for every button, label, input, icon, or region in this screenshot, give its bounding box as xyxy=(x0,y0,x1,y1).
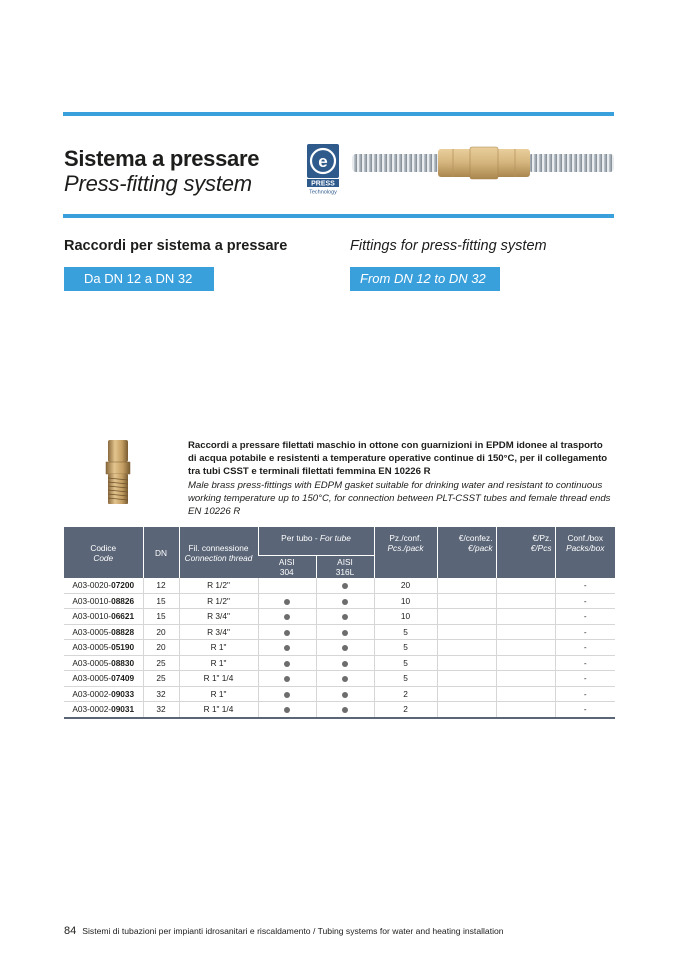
cell-aisi-316l xyxy=(316,702,374,718)
table-row xyxy=(64,593,615,609)
cell-code: A03-0010-08826 xyxy=(64,593,143,609)
header-bottom-rule xyxy=(63,214,614,218)
cell-eur-pack xyxy=(437,702,496,718)
cell-dn: 20 xyxy=(143,640,179,656)
cell-thread: R 3/4" xyxy=(179,609,258,625)
header-eur-pc: €/Pz. €/Pcs xyxy=(496,527,555,578)
cell-aisi-316l xyxy=(316,686,374,702)
header-aisi-316l: AISI 316L xyxy=(316,556,374,579)
logo-sub: Technology xyxy=(309,189,337,195)
availability-dot-icon xyxy=(284,692,290,698)
header-eur-pack: €/confez. €/pack xyxy=(437,527,496,578)
availability-dot-icon xyxy=(284,676,290,682)
hero-fitting-image xyxy=(352,146,614,180)
cell-thread: R 1" 1/4 xyxy=(179,671,258,687)
cell-code: A03-0005-07409 xyxy=(64,671,143,687)
availability-dot-icon xyxy=(284,630,290,636)
cell-aisi-304 xyxy=(258,686,316,702)
availability-dot-icon xyxy=(342,583,348,589)
cell-box: - xyxy=(555,655,615,671)
page-title: Sistema a pressare xyxy=(64,146,260,171)
cell-thread: R 1/2" xyxy=(179,578,258,593)
cell-eur-pc xyxy=(496,593,555,609)
cell-box: - xyxy=(555,578,615,593)
header-box: Conf./box Packs/box xyxy=(555,527,615,578)
cell-aisi-304 xyxy=(258,578,316,593)
cell-code: A03-0010-06621 xyxy=(64,609,143,625)
header-code: Codice Code xyxy=(64,527,143,578)
cell-box: - xyxy=(555,609,615,625)
header-aisi-304: AISI 304 xyxy=(258,556,316,579)
logo-letter: e xyxy=(318,152,328,171)
cell-code: A03-0002-09033 xyxy=(64,686,143,702)
male-press-fitting-image xyxy=(100,440,136,504)
product-code-table xyxy=(64,527,615,719)
cell-box: - xyxy=(555,624,615,640)
cell-thread: R 3/4" xyxy=(179,624,258,640)
availability-dot-icon xyxy=(284,645,290,651)
description-english: Male brass press-fittings with EDPM gasket suitable for drinking water and resistant to continuous working temperature up to 150°C, for connection between PLT-CSST tubes and female thread ends EN 10226 R xyxy=(188,480,611,517)
table-row xyxy=(64,578,615,593)
availability-dot-icon xyxy=(342,676,348,682)
cell-thread: R 1" xyxy=(179,655,258,671)
cell-pcs: 5 xyxy=(374,655,437,671)
cell-box: - xyxy=(555,593,615,609)
cell-code: A03-0020-07200 xyxy=(64,578,143,593)
availability-dot-icon xyxy=(284,614,290,620)
section-subtitle-english: Fittings for press-fitting system xyxy=(350,238,547,254)
page-number: 84 xyxy=(64,925,77,937)
dn-range-badge: Da DN 12 a DN 32 xyxy=(64,267,214,291)
cell-code: A03-0005-08828 xyxy=(64,624,143,640)
cell-thread: R 1/2" xyxy=(179,593,258,609)
cell-thread: R 1" 1/4 xyxy=(179,702,258,718)
cell-eur-pack xyxy=(437,655,496,671)
cell-box: - xyxy=(555,671,615,687)
availability-dot-icon xyxy=(342,692,348,698)
cell-box: - xyxy=(555,686,615,702)
availability-dot-icon xyxy=(342,645,348,651)
cell-dn: 15 xyxy=(143,609,179,625)
press-technology-logo xyxy=(304,143,342,195)
cell-aisi-316l xyxy=(316,609,374,625)
cell-dn: 25 xyxy=(143,671,179,687)
cell-aisi-316l xyxy=(316,671,374,687)
cell-code: A03-0002-09031 xyxy=(64,702,143,718)
cell-dn: 12 xyxy=(143,578,179,593)
availability-dot-icon xyxy=(342,707,348,713)
cell-aisi-316l xyxy=(316,655,374,671)
cell-aisi-316l xyxy=(316,640,374,656)
header-dn: DN xyxy=(143,527,179,578)
cell-code: A03-0005-08830 xyxy=(64,655,143,671)
cell-pcs: 2 xyxy=(374,686,437,702)
availability-dot-icon xyxy=(284,599,290,605)
cell-box: - xyxy=(555,640,615,656)
cell-dn: 25 xyxy=(143,655,179,671)
top-rule xyxy=(63,112,614,116)
cell-pcs: 10 xyxy=(374,609,437,625)
logo-word: PRESS xyxy=(311,180,335,188)
cell-aisi-304 xyxy=(258,624,316,640)
cell-dn: 32 xyxy=(143,686,179,702)
table-row xyxy=(64,655,615,671)
table-row xyxy=(64,624,615,640)
cell-aisi-316l xyxy=(316,578,374,593)
section-subtitle: Raccordi per sistema a pressare xyxy=(64,238,288,254)
availability-dot-icon xyxy=(284,661,290,667)
cell-code: A03-0005-05190 xyxy=(64,640,143,656)
description-italian: Raccordi a pressare filettati maschio in ottone con guarnizioni in EPDM idonee al trasporto di acqua potabile e resistenti a temperature operative continue di 150°C, per il collegamento tra tubi CSST e terminali filettati femmina EN 10226 R xyxy=(188,440,608,477)
dn-range-badge-english: From DN 12 to DN 32 xyxy=(350,267,500,291)
table-row xyxy=(64,671,615,687)
cell-eur-pack xyxy=(437,671,496,687)
cell-aisi-304 xyxy=(258,655,316,671)
header-tube: Per tubo - For tube xyxy=(258,527,374,556)
cell-dn: 15 xyxy=(143,593,179,609)
cell-eur-pc xyxy=(496,702,555,718)
cell-pcs: 10 xyxy=(374,593,437,609)
table-row xyxy=(64,686,615,702)
cell-pcs: 5 xyxy=(374,624,437,640)
cell-aisi-304 xyxy=(258,609,316,625)
cell-aisi-304 xyxy=(258,702,316,718)
cell-eur-pack xyxy=(437,686,496,702)
table-row xyxy=(64,609,615,625)
cell-eur-pc xyxy=(496,624,555,640)
availability-dot-icon xyxy=(342,630,348,636)
footer-text: Sistemi di tubazioni per impianti idrosanitari e riscaldamento / Tubing systems for water and heating installation xyxy=(82,926,504,936)
cell-eur-pack xyxy=(437,609,496,625)
cell-aisi-304 xyxy=(258,640,316,656)
availability-dot-icon xyxy=(342,614,348,620)
availability-dot-icon xyxy=(342,661,348,667)
product-description xyxy=(188,439,613,518)
cell-thread: R 1" xyxy=(179,686,258,702)
cell-pcs: 5 xyxy=(374,640,437,656)
cell-box: - xyxy=(555,702,615,718)
header-pcs: Pz./conf. Pcs./pack xyxy=(374,527,437,578)
cell-eur-pc xyxy=(496,671,555,687)
cell-pcs: 20 xyxy=(374,578,437,593)
cell-pcs: 5 xyxy=(374,671,437,687)
cell-aisi-316l xyxy=(316,593,374,609)
cell-aisi-304 xyxy=(258,593,316,609)
cell-eur-pc xyxy=(496,640,555,656)
availability-dot-icon xyxy=(284,707,290,713)
table-header-row xyxy=(64,527,615,556)
page-title-english: Press-fitting system xyxy=(64,171,252,196)
header-thread: Fil. connessione Connection thread xyxy=(179,527,258,578)
cell-aisi-304 xyxy=(258,671,316,687)
table-row xyxy=(64,640,615,656)
cell-eur-pc xyxy=(496,578,555,593)
page-footer xyxy=(64,925,504,937)
availability-dot-icon xyxy=(342,599,348,605)
cell-eur-pc xyxy=(496,655,555,671)
cell-dn: 32 xyxy=(143,702,179,718)
cell-eur-pack xyxy=(437,593,496,609)
cell-eur-pack xyxy=(437,640,496,656)
cell-eur-pack xyxy=(437,578,496,593)
cell-thread: R 1" xyxy=(179,640,258,656)
cell-eur-pack xyxy=(437,624,496,640)
cell-dn: 20 xyxy=(143,624,179,640)
table-row xyxy=(64,702,615,718)
cell-eur-pc xyxy=(496,686,555,702)
cell-pcs: 2 xyxy=(374,702,437,718)
cell-aisi-316l xyxy=(316,624,374,640)
cell-eur-pc xyxy=(496,609,555,625)
